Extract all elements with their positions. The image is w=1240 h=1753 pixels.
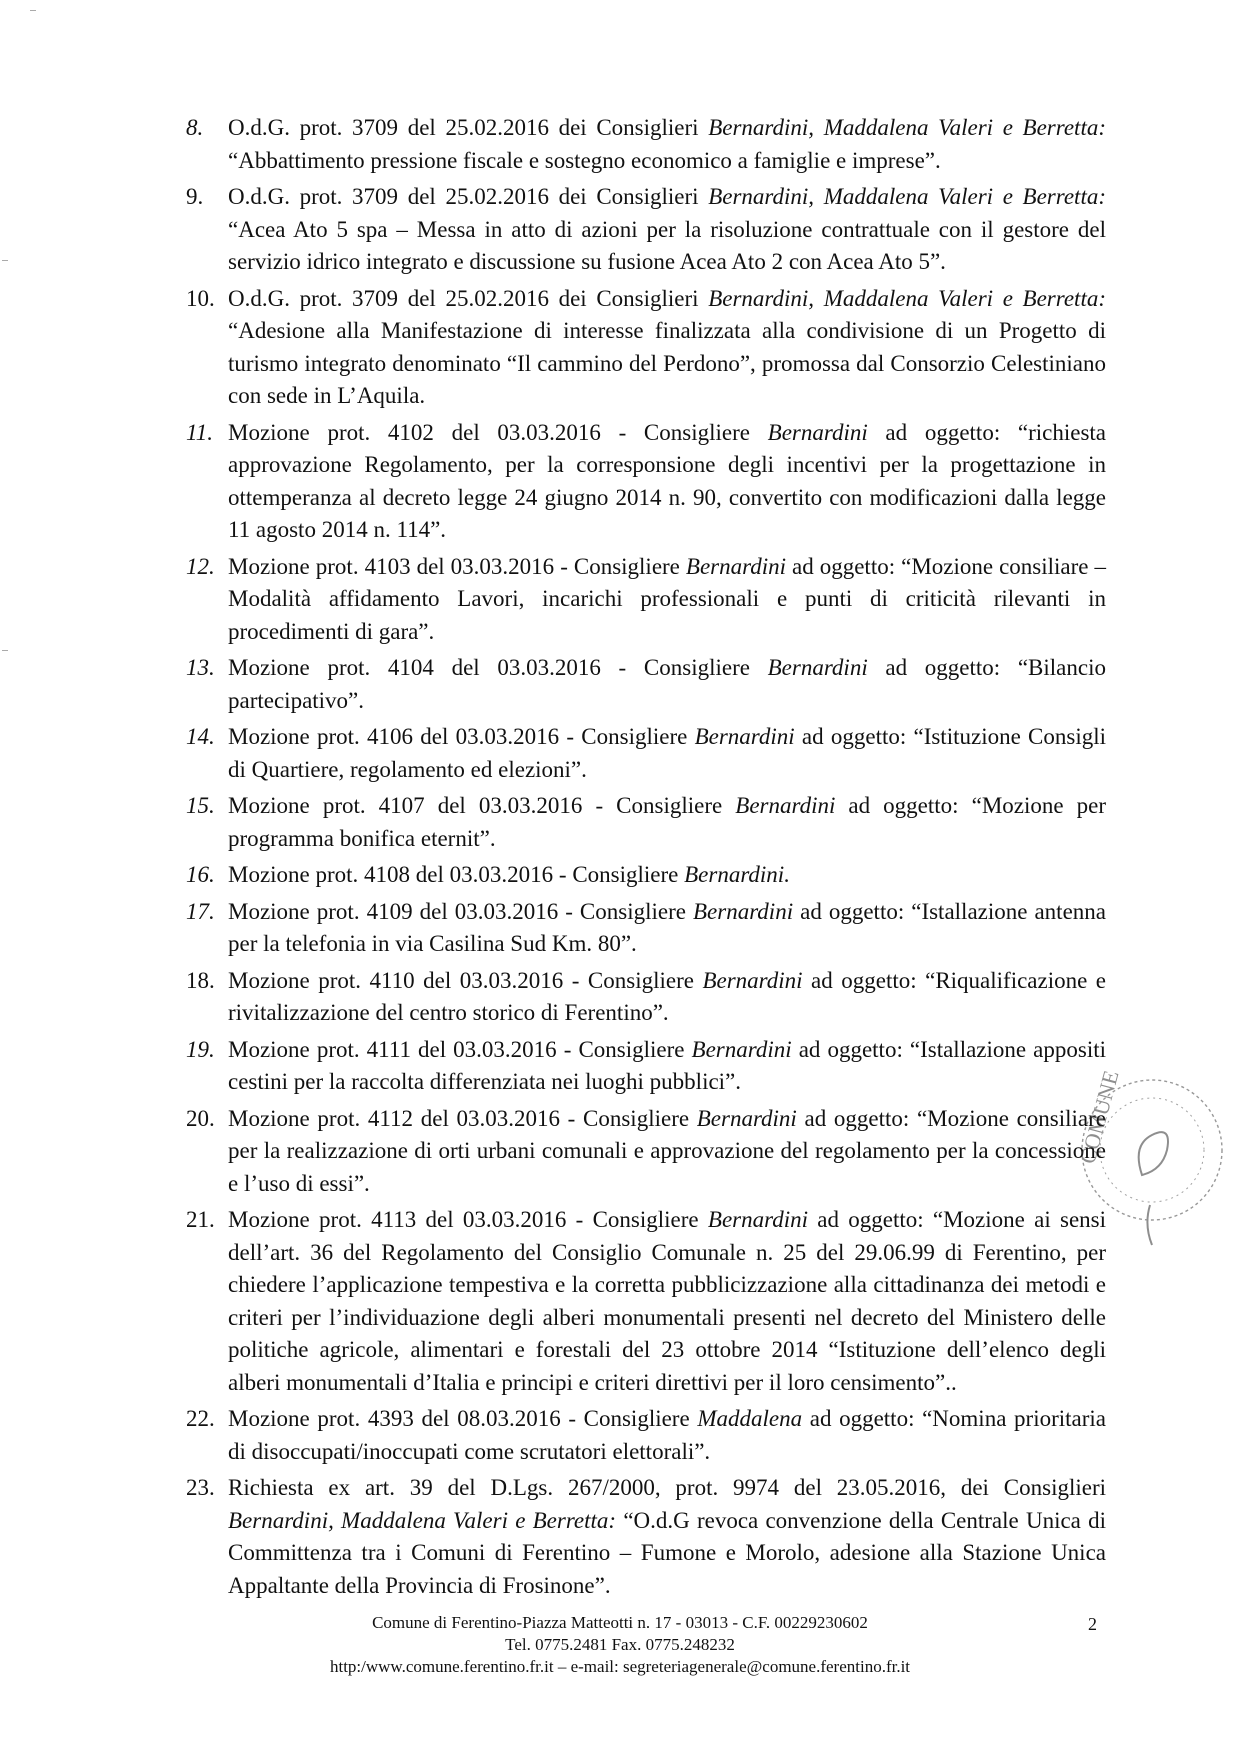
agenda-item-number: 23. xyxy=(186,1475,215,1500)
agenda-item xyxy=(186,1034,1106,1099)
agenda-item xyxy=(186,112,1106,177)
agenda-item xyxy=(186,1472,1106,1602)
agenda-item-number: 11. xyxy=(186,419,214,445)
agenda-item-number: 10. xyxy=(186,285,215,311)
agenda-item-text: Mozione prot. 4104 del 03.03.2016 - Consigliere Bernardini ad oggetto: “Bilancio partecipativo”. xyxy=(228,655,1106,713)
stamp-text: COMUNE xyxy=(1074,1067,1124,1167)
agenda-item-text: O.d.G. prot. 3709 del 25.02.2016 dei Consiglieri Bernardini, Maddalena Valeri e Berretta: “Adesione alla Manifestazione di interesse finalizzata alla condivisione di un Progetto di turismo integrato denominato “Il cammino del Perdono”, promossa dal Consorzio Celestiniano con sede in L’Aquila. xyxy=(228,285,1106,408)
agenda-item xyxy=(186,721,1106,786)
agenda-list xyxy=(186,112,1106,1606)
agenda-item-text: Mozione prot. 4109 del 03.03.2016 - Consigliere Bernardini ad oggetto: “Istallazione antenna per la telefonia in via Casilina Sud Km. 80”. xyxy=(228,898,1106,956)
footer-address: Comune di Ferentino-Piazza Matteotti n. 17 - 03013 - C.F. 00229230602 xyxy=(372,1613,868,1632)
agenda-item-number: 12. xyxy=(186,553,215,579)
agenda-item-number: 15. xyxy=(186,793,215,818)
agenda-item-text: Mozione prot. 4111 del 03.03.2016 - Consigliere Bernardini ad oggetto: “Istallazione appositi cestini per la raccolta differenziata nei luoghi pubblici”. xyxy=(228,1036,1106,1094)
agenda-item xyxy=(186,896,1106,961)
agenda-item-text: Mozione prot. 4108 del 03.03.2016 - Consigliere Bernardini. xyxy=(228,862,790,887)
agenda-item xyxy=(186,283,1106,413)
municipal-stamp-icon xyxy=(1072,1055,1232,1255)
page-footer xyxy=(0,1612,1240,1678)
agenda-item-number: 17. xyxy=(186,898,215,924)
scan-mark xyxy=(2,260,8,261)
agenda-item xyxy=(186,859,1106,892)
agenda-item-number: 21. xyxy=(186,1207,215,1232)
agenda-item-number: 18. xyxy=(186,967,215,993)
agenda-item xyxy=(186,417,1106,547)
agenda-item-number: 14. xyxy=(186,724,215,749)
agenda-item-number: 19. xyxy=(186,1036,215,1062)
agenda-item-text: Mozione prot. 4113 del 03.03.2016 - Consigliere Bernardini ad oggetto: “Mozione ai sensi dell’art. 36 del Regolamento del Consiglio Comunale n. 25 del 29.06.99 di Ferentino, per chiedere l’applicazione tempestiva e la corretta pubblicizzazione alla cittadinanza dei metodi e criteri per l’individuazione degli alberi monumentali presenti nel decreto del Ministero delle politiche agricole, alimentari e forestali del 23 ottobre 2014 “Istituzione dell’elenco degli alberi monumentali d’Italia e principi e criteri direttivi per il loro censimento”.. xyxy=(228,1207,1107,1395)
agenda-item-text: Mozione prot. 4106 del 03.03.2016 - Consigliere Bernardini ad oggetto: “Istituzione Consigli di Quartiere, regolamento ed elezioni”. xyxy=(228,724,1106,782)
agenda-item xyxy=(186,1103,1106,1201)
agenda-item-number: 13. xyxy=(186,655,215,680)
agenda-item xyxy=(186,790,1106,855)
agenda-item-number: 9. xyxy=(186,184,204,209)
agenda-item-number: 22. xyxy=(186,1406,215,1431)
scan-mark xyxy=(30,10,36,11)
page-number: 2 xyxy=(1088,1614,1097,1634)
agenda-item-text: Mozione prot. 4107 del 03.03.2016 - Consigliere Bernardini ad oggetto: “Mozione per programma bonifica eternit”. xyxy=(228,793,1107,851)
scan-mark xyxy=(2,650,8,651)
agenda-item-text: Mozione prot. 4110 del 03.03.2016 - Consigliere Bernardini ad oggetto: “Riqualificazione e rivitalizzazione del centro storico di Ferentino”. xyxy=(228,967,1107,1025)
agenda-item xyxy=(186,181,1106,279)
agenda-item-text: Mozione prot. 4103 del 03.03.2016 - Consigliere Bernardini ad oggetto: “Mozione consiliare – Modalità affidamento Lavori, incarichi professionali e punti di criticità rilevanti in procedimenti di gara”. xyxy=(228,553,1106,644)
agenda-item xyxy=(186,965,1106,1030)
agenda-item-text: Mozione prot. 4393 del 08.03.2016 - Consigliere Maddalena ad oggetto: “Nomina prioritaria di disoccupati/inoccupati come scrutatori elettorali”. xyxy=(228,1406,1106,1464)
footer-phone: Tel. 0775.2481 Fax. 0775.248232 xyxy=(505,1635,735,1654)
agenda-item-text: Mozione prot. 4102 del 03.03.2016 - Consigliere Bernardini ad oggetto: “richiesta approvazione Regolamento, per la corresponsione degli incentivi per la progettazione in ottemperanza al decreto legge 24 giugno 2014 n. 90, convertito con modificazioni dalla legge 11 agosto 2014 n. 114”. xyxy=(228,419,1107,542)
agenda-item-text: O.d.G. prot. 3709 del 25.02.2016 dei Consiglieri Bernardini, Maddalena Valeri e Berretta: “Abbattimento pressione fiscale e sostegno economico a famiglie e imprese”. xyxy=(228,115,1106,173)
agenda-item xyxy=(186,551,1106,649)
agenda-item-number: 20. xyxy=(186,1105,215,1131)
agenda-item-text: Richiesta ex art. 39 del D.Lgs. 267/2000, prot. 9974 del 23.05.2016, dei Consiglieri Bernardini, Maddalena Valeri e Berretta: “O.d.G revoca convenzione della Centrale Unica di Committenza tra i Comuni di Ferentino – Fumone e Morolo, adesione alla Stazione Unica Appaltante della Provincia di Frosinone”. xyxy=(228,1475,1106,1598)
agenda-item-number: 8. xyxy=(186,115,204,140)
footer-web-email: http:/www.comune.ferentino.fr.it – e-mail: segreteriagenerale@comune.ferentino.fr.it xyxy=(329,1657,911,1676)
agenda-item-text: Mozione prot. 4112 del 03.03.2016 - Consigliere Bernardini ad oggetto: “Mozione consiliare per la realizzazione di orti urbani comunali e approvazione del regolamento per la concessione e l’uso di essi”. xyxy=(228,1105,1106,1196)
agenda-item-text: O.d.G. prot. 3709 del 25.02.2016 dei Consiglieri Bernardini, Maddalena Valeri e Berretta: “Acea Ato 5 spa – Messa in atto di azioni per la risoluzione contrattuale con il gestore del servizio idrico integrato e discussione su fusione Acea Ato 2 con Acea Ato 5”. xyxy=(228,184,1106,274)
agenda-item xyxy=(186,652,1106,717)
agenda-item-number: 16. xyxy=(186,862,215,887)
agenda-item xyxy=(186,1204,1106,1399)
agenda-item xyxy=(186,1403,1106,1468)
